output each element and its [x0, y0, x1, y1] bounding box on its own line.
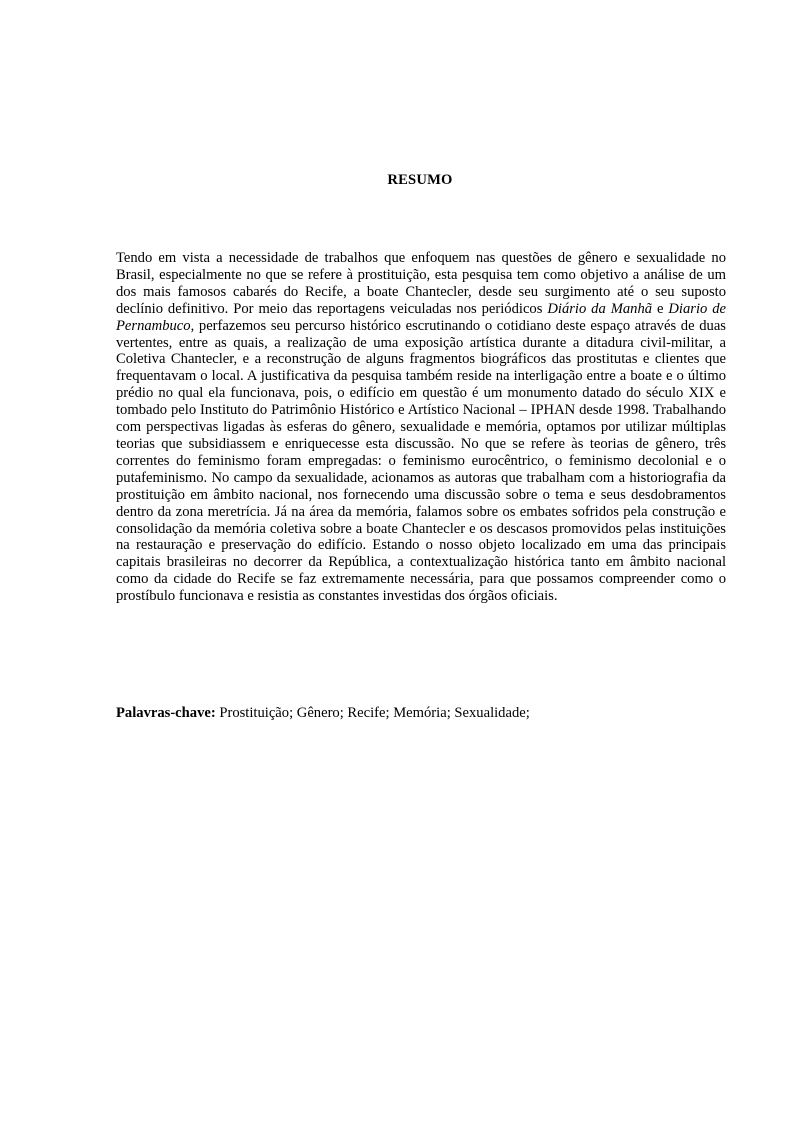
keywords-value: Prostituição; Gênero; Recife; Memória; Sexualidade;	[215, 705, 530, 721]
periodical-diario-de-pernambuco: Diario de Pernambuco	[116, 300, 726, 334]
abstract-connector: e	[652, 300, 669, 317]
keywords-label: Palavras-chave:	[116, 705, 216, 721]
abstract-title: RESUMO	[387, 172, 453, 188]
keywords-line	[116, 705, 726, 722]
abstract-text-part1: Tendo em vista a necessidade de trabalhos que enfoquem nas questões de gênero e sexualidade no Brasil, especialmente no que se refere à prostituição, esta pesquisa tem como objetivo a análise de um dos mais famosos cabarés do Recife, a boate Chantecler, desde seu surgimento até o seu suposto declínio definitivo. Por meio das reportagens veiculadas nos periódicos	[116, 250, 726, 317]
abstract-body	[116, 250, 726, 605]
periodical-diario-da-manha: Diário da Manhã	[547, 300, 653, 317]
abstract-text-part2: , perfazemos seu percurso histórico escrutinando o cotidiano deste espaço através de duas vertentes, entre as quais, a realização de uma exposição artística durante a ditadura civil-militar, a Coletiva Chantecler, e a reconstrução de alguns fragmentos biográficos das prostitutas e clientes que frequentavam o local. A justificativa da pesquisa também reside na interligação entre a boate e o último prédio no qual ela funcionava, pois, o edifício em questão é um monumento datado do século XIX e tombado pelo Instituto do Patrimônio Histórico e Artístico Nacional – IPHAN desde 1998. Trabalhando com perspectivas ligadas às esferas do gênero, sexualidade e memória, optamos por utilizar múltiplas teorias que subsidiassem e enriquecesse esta discussão. No que se refere às teorias de gênero, três correntes do feminismo foram empregadas: o feminismo eurocêntrico, o feminismo decolonial e o putafeminismo. No campo da sexualidade, acionamos as autoras que trabalham com a historiografia da prostituição em âmbito nacional, nos fornecendo uma discussão sobre o tema e seus desdobramentos dentro da zona meretrícia. Já na área da memória, falamos sobre os embates sofridos pela construção e consolidação da memória coletiva sobre a boate Chantecler e os descasos promovidos pelas instituições na restauração e preservação do edifício. Estando o nosso objeto localizado em uma das principais capitais brasileiras no decorrer da República, a contextualização histórica tanto em âmbito nacional como da cidade do Recife se faz extremamente necessária, para que possamos compreender como o prostíbulo funcionava e resistia as constantes investidas dos órgãos oficiais.	[116, 317, 726, 605]
